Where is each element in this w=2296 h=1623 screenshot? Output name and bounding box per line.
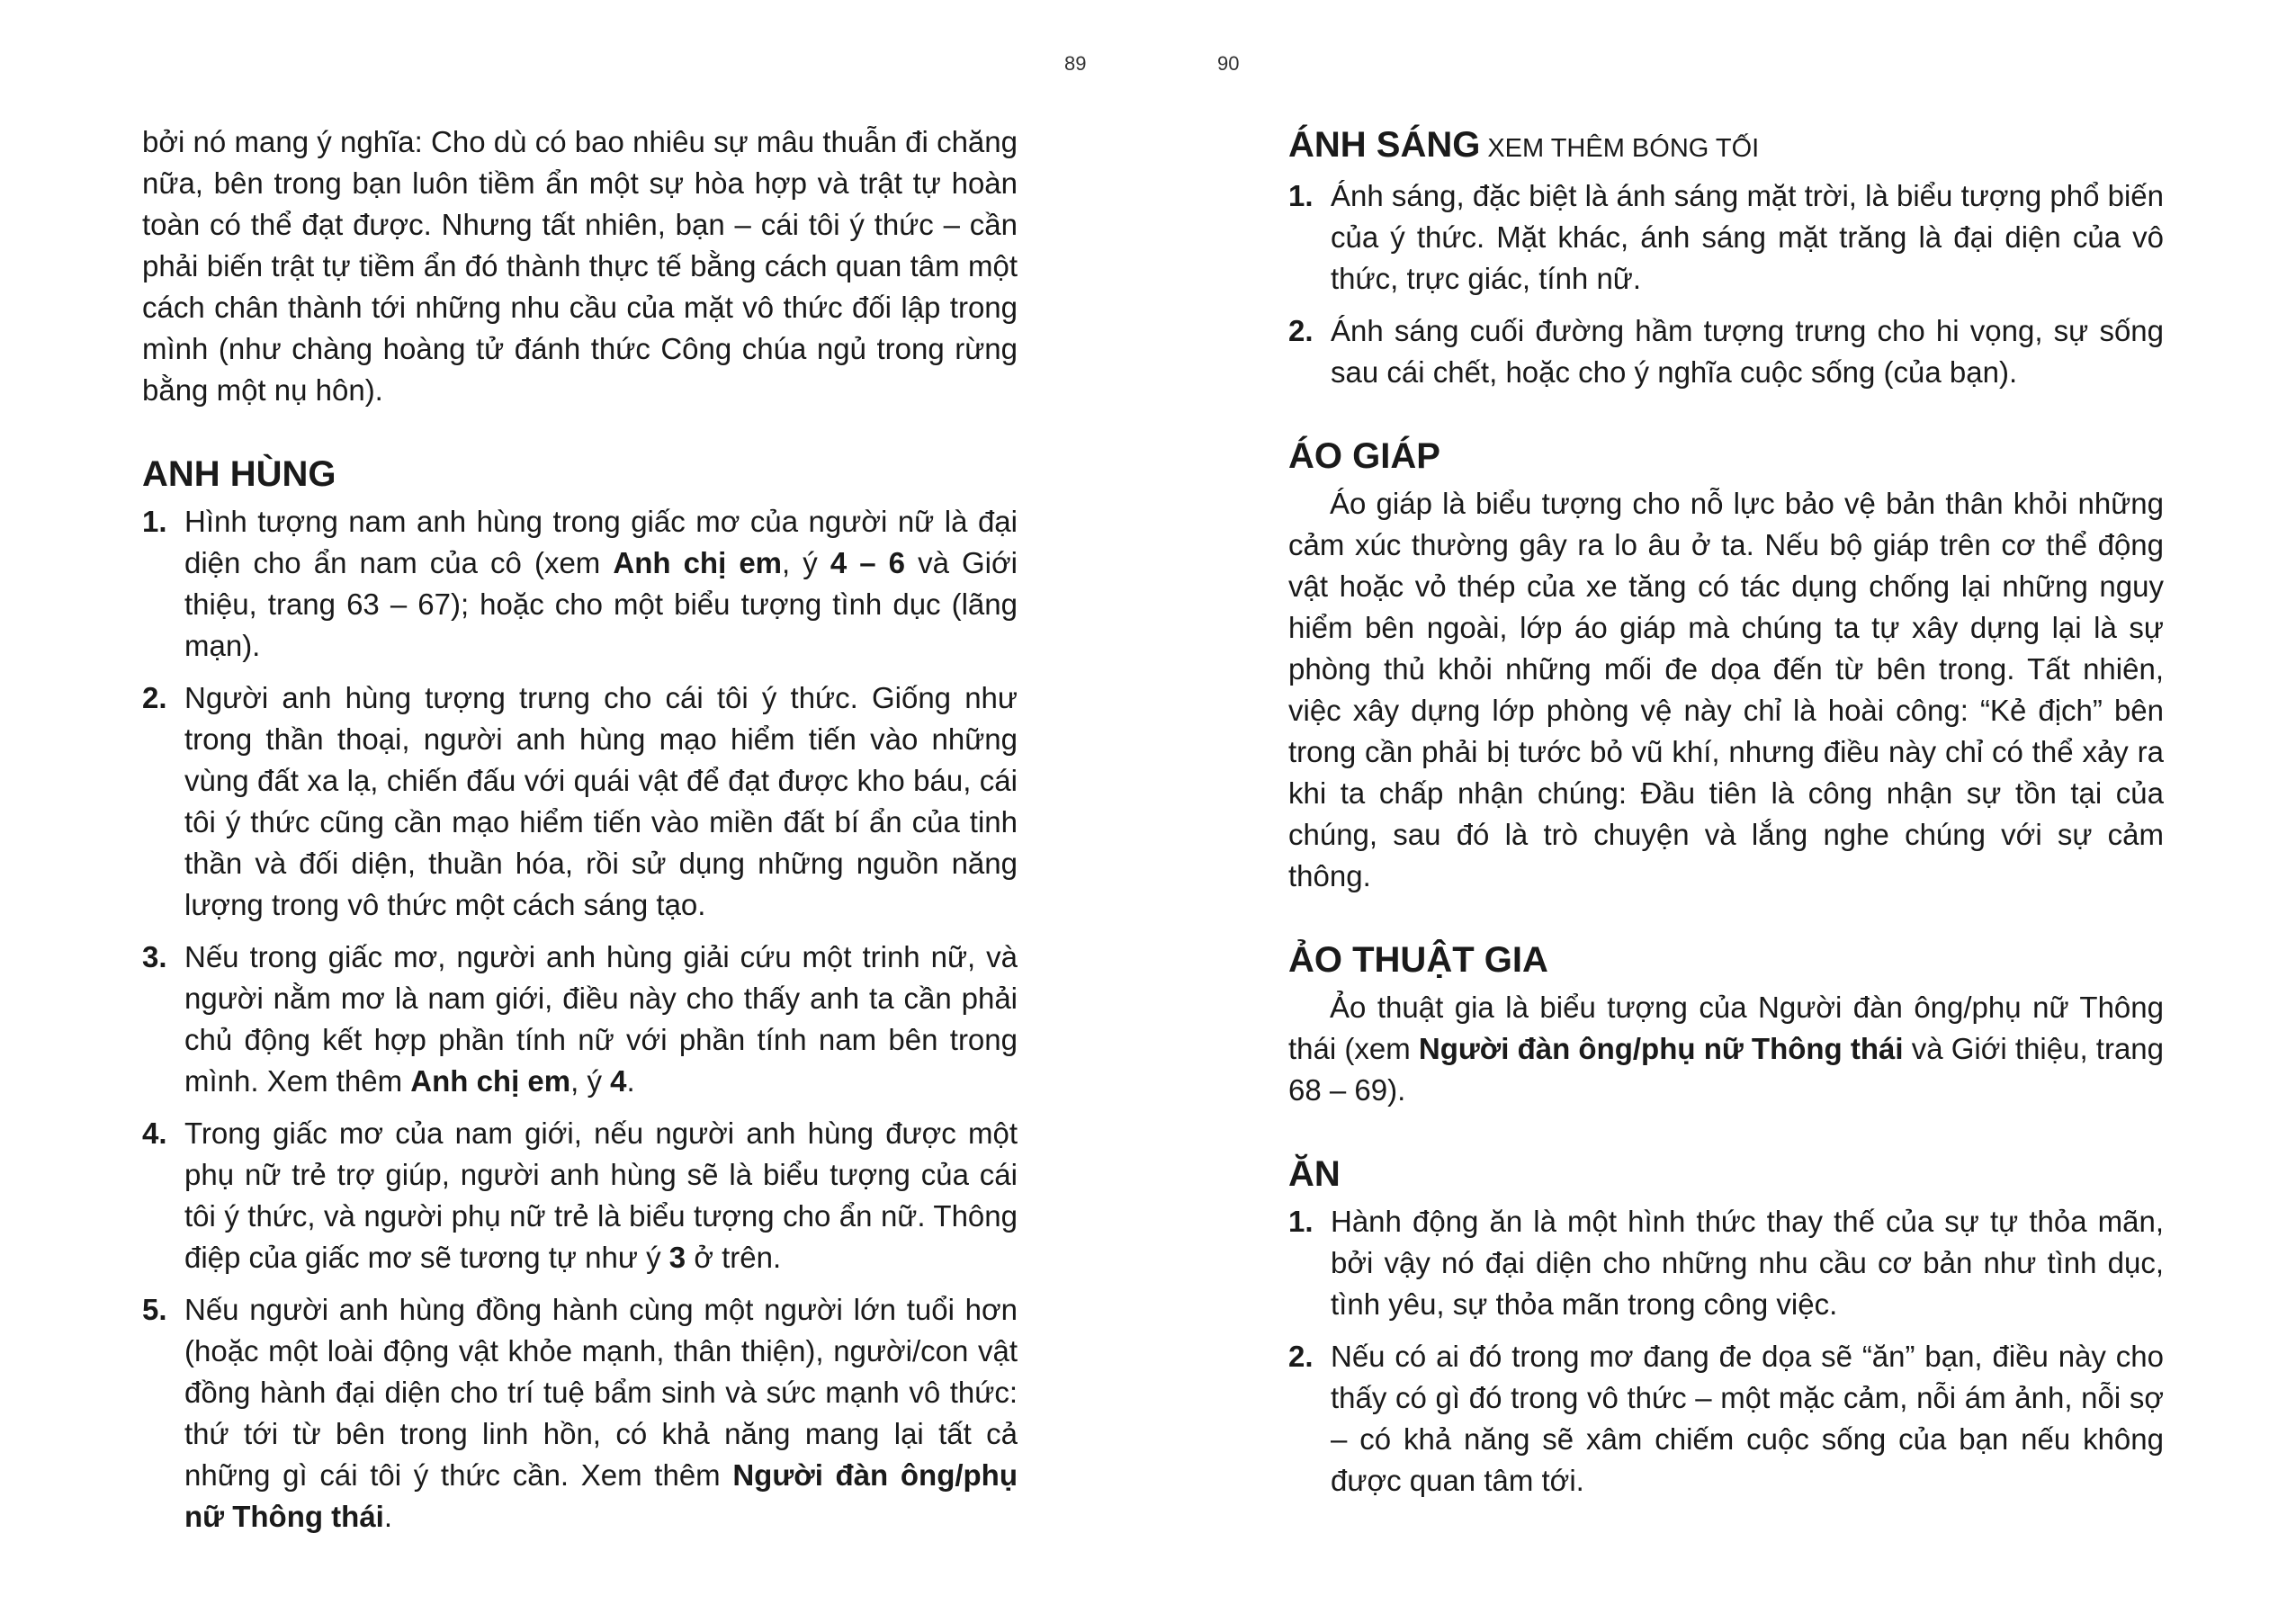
- heading-anh-hung: ANH HÙNG: [142, 454, 336, 494]
- heading-ao-thuat-gia: ẢO THUẬT GIA: [1288, 940, 1548, 980]
- item-text: Trong giấc mơ của nam giới, nếu người anh hùng được một phụ nữ trẻ trợ giúp, người anh hùng sẽ là biểu tượng của cái tôi ý thức, và người phụ nữ trẻ là biểu tượng cho ẩn nữ. Thông điệp của giấc mơ sẽ tương tự như ý 3 ở trên.: [184, 1116, 1018, 1274]
- item-number: 2.: [1288, 1340, 1314, 1373]
- item-number: 2.: [1288, 314, 1314, 347]
- item-text: Hành động ăn là một hình thức thay thế của sự tự thỏa mãn, bởi vậy nó đại diện cho những nhu cầu cơ bản như tình dục, tình yêu, sự thỏa mãn trong công việc.: [1331, 1205, 2164, 1321]
- cross-reference: Người đàn ông/phụ nữ Thông thái: [1418, 1032, 1904, 1065]
- cross-reference: Anh chị em: [410, 1064, 571, 1098]
- list-item: [142, 1113, 1018, 1278]
- section-ao-giap: [1288, 433, 2164, 897]
- item-text: Nếu trong giấc mơ, người anh hùng giải cứu một trinh nữ, và người nằm mơ là nam giới, điều này cho thấy anh ta cần phải chủ động kết hợp phần tính nữ với phần tính nam bên trong mình. Xem thêm Anh chị em, ý 4.: [184, 940, 1018, 1098]
- item-number: 4.: [142, 1116, 167, 1150]
- item-text: Nếu có ai đó trong mơ đang đe dọa sẽ “ăn” bạn, điều này cho thấy có gì đó trong vô thức – một mặc cảm, nỗi ám ảnh, nỗi sợ – có khả năng sẽ xâm chiếm cuộc sống của bạn nếu không được quan tâm tới.: [1331, 1340, 2164, 1497]
- heading-ao-giap: ÁO GIÁP: [1288, 436, 1440, 476]
- page-left: [142, 121, 1018, 1548]
- list-item: [1288, 1336, 2164, 1502]
- ao-thuat-gia-paragraph: Ảo thuật gia là biểu tượng của Người đàn ông/phụ nữ Thông thái (xem Người đàn ông/phụ nữ Thông thái và Giới thiệu, trang 68 – 69).: [1288, 991, 2165, 1107]
- item-text: Hình tượng nam anh hùng trong giấc mơ của người nữ là đại diện cho ẩn nam của cô (xem Anh chị em, ý 4 – 6 và Giới thiệu, trang 63 – 67); hoặc cho một biểu tượng tình dục (lãng mạn).: [184, 505, 1018, 662]
- item-text: Nếu người anh hùng đồng hành cùng một người lớn tuổi hơn (hoặc một loài động vật khỏe mạnh, thân thiện), người/con vật đồng hành đại diện cho trí tuệ bẩm sinh và sức mạnh vô thức: thứ tới từ bên trong linh hồn, có khả năng mang lại tất cả những gì cái tôi ý thức cần. Xem thêm Người đàn ông/phụ nữ Thông thái.: [184, 1293, 1018, 1533]
- item-number: 2.: [142, 681, 167, 714]
- item-number: 5.: [142, 1293, 167, 1326]
- page-number-right: 90: [1217, 52, 1240, 75]
- page-right: [1288, 121, 2164, 1512]
- list-item: [1288, 175, 2164, 300]
- section-anh-hung: [142, 451, 1018, 1538]
- list-item: [142, 501, 1018, 667]
- section-anh-sang: [1288, 121, 2164, 393]
- heading-an: ĂN: [1288, 1154, 1341, 1194]
- item-number: 1.: [1288, 1205, 1314, 1238]
- section-an: [1288, 1151, 2164, 1502]
- section-ao-thuat-gia: [1288, 937, 2164, 1111]
- list-item: [1288, 310, 2164, 393]
- list-item: [142, 1289, 1018, 1538]
- cross-reference: Anh chị em: [613, 546, 783, 579]
- item-number: 3.: [142, 940, 167, 973]
- heading-anh-sang: ÁNH SÁNG XEM THÊM BÓNG TỐI: [1288, 125, 1760, 165]
- item-text: Người anh hùng tượng trưng cho cái tôi ý thức. Giống như trong thần thoại, người anh hùng mạo hiểm tiến vào những vùng đất xa lạ, chiến đấu với quái vật để đạt được kho báu, cái tôi ý thức cũng cần mạo hiểm tiến vào miền đất bí ẩn của tinh thần và đối diện, thuần hóa, rồi sử dụng những nguồn năng lượng trong vô thức một cách sáng tạo.: [184, 681, 1018, 921]
- item-text: Ánh sáng, đặc biệt là ánh sáng mặt trời, là biểu tượng phổ biến của ý thức. Mặt khác, ánh sáng mặt trăng là đại diện của vô thức, trực giác, tính nữ.: [1331, 179, 2164, 295]
- list-item: [142, 937, 1018, 1102]
- see-also-note: XEM THÊM BÓNG TỐI: [1487, 134, 1760, 163]
- cross-reference: Người đàn ông/phụ nữ Thông thái: [184, 1458, 1018, 1533]
- item-number: 1.: [142, 505, 167, 538]
- list-item: [1288, 1201, 2164, 1325]
- page-number-left: 89: [1064, 52, 1087, 75]
- item-number: 1.: [1288, 179, 1314, 212]
- intro-paragraph: bởi nó mang ý nghĩa: Cho dù có bao nhiêu sự mâu thuẫn đi chăng nữa, bên trong bạn luôn tiềm ẩn một sự hòa hợp và trật tự hoàn toàn có thể đạt được. Nhưng tất nhiên, bạn – cái tôi ý thức – cần phải biến trật tự tiềm ẩn đó thành thực tế bằng cách quan tâm một cách chân thành tới những nhu cầu của mặt vô thức đối lập trong mình (như chàng hoàng tử đánh thức Công chúa ngủ trong rừng bằng một nụ hôn).: [142, 125, 1018, 407]
- ao-giap-paragraph: Áo giáp là biểu tượng cho nỗ lực bảo vệ bản thân khỏi những cảm xúc thường gây ra lo âu ở ta. Nếu bộ giáp trên cơ thể động vật hoặc vỏ thép của xe tăng có tác dụng chống lại những nguy hiểm bên ngoài, lớp áo giáp mà chúng ta tự xây dựng lại là sự phòng thủ khỏi những mối đe dọa đến từ bên trong. Tất nhiên, việc xây dựng lớp phòng vệ này chỉ là hoài công: “Kẻ địch” bên trong cần phải bị tước bỏ vũ khí, nhưng điều này chỉ có thể xảy ra khi ta chấp nhận chúng: Đầu tiên là công nhận sự tồn tại của chúng, sau đó là trò chuyện và lắng nghe chúng với sự cảm thông.: [1288, 487, 2164, 892]
- item-text: Ánh sáng cuối đường hầm tượng trưng cho hi vọng, sự sống sau cái chết, hoặc cho ý nghĩa cuộc sống (của bạn).: [1331, 314, 2164, 389]
- list-item: [142, 677, 1018, 926]
